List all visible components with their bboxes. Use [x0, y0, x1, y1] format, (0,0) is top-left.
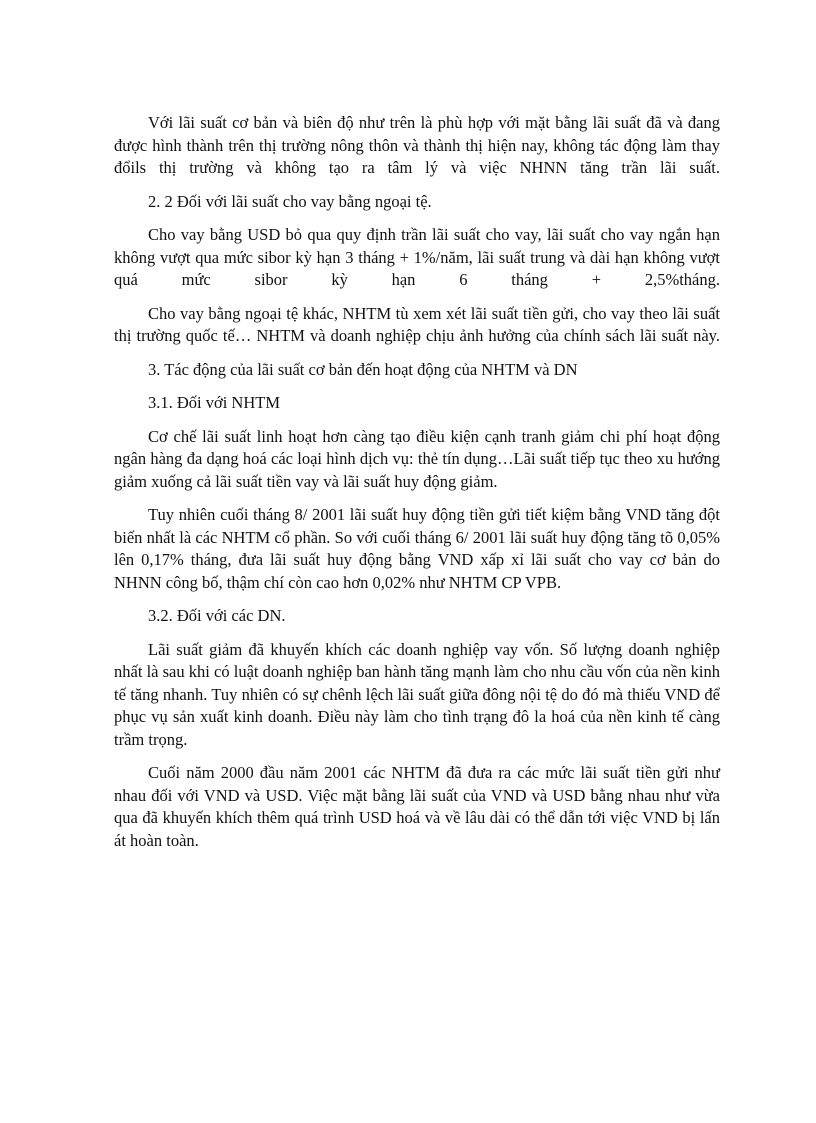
paragraph-base-rate-margin: Với lãi suất cơ bản và biên độ như trên là phù hợp với mặt bằng lãi suất đã và đang được hình thành trên thị trường nông thôn và thành thị hiện nay, không tác động làm thay đổils thị trường và không tạo ra tâm lý và việc NHNN tăng trần lãi suất. [114, 113, 720, 177]
document-body [114, 112, 720, 863]
heading-foreign-currency-loans: 2. 2 Đối với lãi suất cho vay bằng ngoại tệ. [148, 191, 432, 211]
paragraph-flexible-rate-mechanism: Cơ chế lãi suất linh hoạt hơn càng tạo điều kiện cạnh tranh giảm chi phí hoạt động ngân hàng đa dạng hoá các loại hình dịch vụ: thẻ tín dụng…Lãi suất tiếp tục theo xu hướng giảm xuống cả lãi suất tiền vay và lãi suất huy động giảm. [114, 426, 720, 491]
heading-for-commercial-banks: 3.1. Đối với NHTM [148, 393, 281, 412]
heading-for-enterprises: 3.2. Đối với các DN. [148, 606, 286, 625]
paragraph-usd-dollarization: Cuối năm 2000 đầu năm 2001 các NHTM đã đưa ra các mức lãi suất tiền gửi như nhau đối với VND và USD. Việc mặt bằng lãi suất của VND và USD bằng nhau như vừa qua đã khuyến khích thêm quá trình USD hoá và về lâu dài có thể dẫn tới việc VND bị lấn át hoàn toàn. [114, 763, 720, 850]
paragraph-usd-loans: Cho vay bằng USD bỏ qua quy định trần lãi suất cho vay, lãi suất cho vay ngắn hạn không vượt qua mức sibor kỳ hạn 3 tháng + 1%/năm, lãi suất trung và dài hạn không vượt quá mức sibor kỳ hạn 6 tháng + 2,5%tháng. [114, 225, 720, 289]
paragraph-other-currency-loans: Cho vay bằng ngoại tệ khác, NHTM tù xem xét lãi suất tiền gửi, cho vay theo lãi suất thị trường quốc tế… NHTM và doanh nghiệp chịu ảnh hưởng của chính sách lãi suất này. [114, 303, 720, 345]
paragraph-deposit-rate-increase: Tuy nhiên cuối tháng 8/ 2001 lãi suất huy động tiền gửi tiết kiệm bằng VND tăng đột biến nhất là các NHTM cổ phần. So với cuối tháng 6/ 2001 lãi suất huy động tăng tõ 0,05% lên 0,17% tháng, đưa lãi suất huy động bằng VND xấp xỉ lãi suất cho vay cơ bản do NHNN công bố, thậm chí còn cao hơn 0,02% như NHTM CP VPB. [114, 505, 720, 592]
paragraph-enterprise-borrowing: Lãi suất giảm đã khuyến khích các doanh nghiệp vay vốn. Số lượng doanh nghiệp nhất là sau khi có luật doanh nghiệp ban hành tăng mạnh làm cho nhu cầu vốn của nền kinh tế tăng nhanh. Tuy nhiên có sự chênh lệch lãi suất giữa đông nội tệ do đó mà thiếu VND để phục vụ sản xuất kinh doanh. Điều này làm cho tình trạng đô la hoá của nền kinh tế càng trầm trọng. [114, 639, 720, 749]
heading-impact-on-banks-and-enterprises: 3. Tác động của lãi suất cơ bản đến hoạt động của NHTM và DN [148, 359, 578, 379]
